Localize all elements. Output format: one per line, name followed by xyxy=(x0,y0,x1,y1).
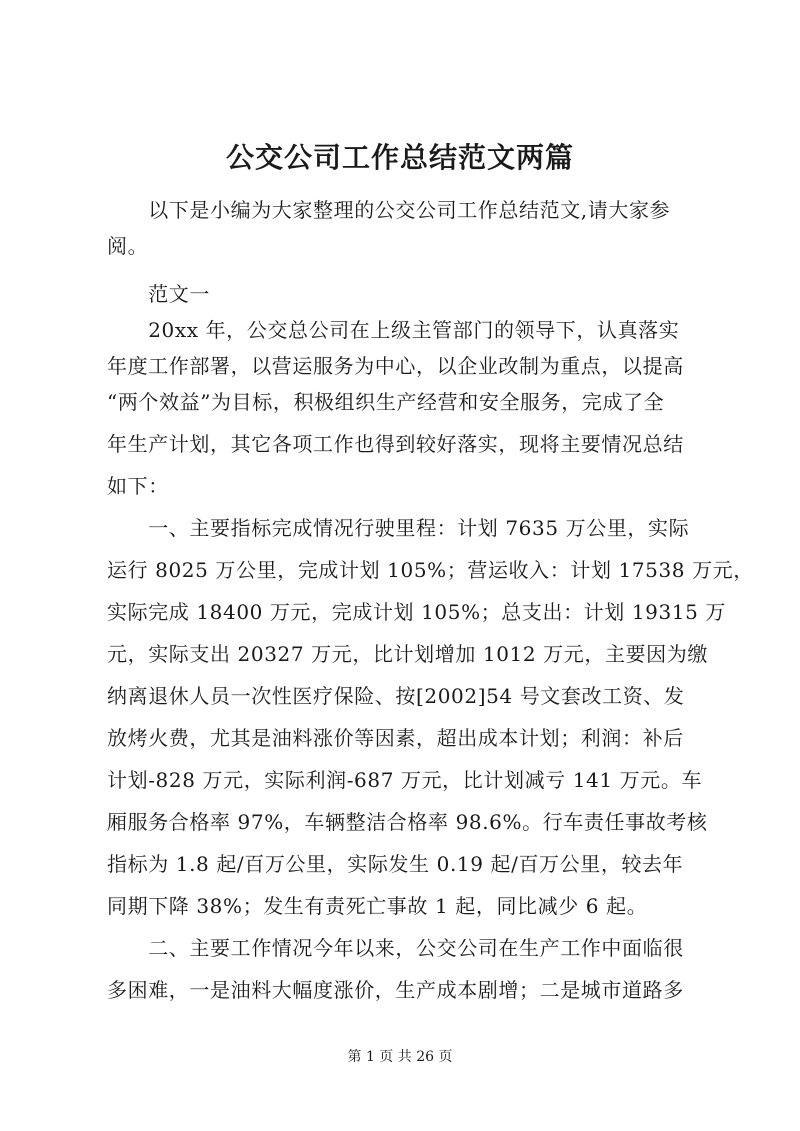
body-line: 多困难，一是油料大幅度涨价，生产成本剧增；二是城市道路多 xyxy=(107,978,684,1002)
body-line: 纳离退休人员一次性医疗保险、按[2002]54 号文套改工资、发 xyxy=(107,684,685,708)
body-line: 放烤火费，尤其是油料涨价等因素，超出成本计划；利润：补后 xyxy=(107,726,684,750)
body-line: 厢服务合格率 97%，车辆整洁合格率 98.6%。行车责任事故考核 xyxy=(107,810,708,834)
body-line: 年度工作部署，以营运服务为中心，以企业改制为重点，以提高 xyxy=(107,354,684,378)
body-line: 一、主要指标完成情况行驶里程：计划 7635 万公里，实际 xyxy=(107,516,690,540)
body-line: 指标为 1.8 起/百万公里，实际发生 0.19 起/百万公里，较去年 xyxy=(107,852,684,876)
body-line: 年生产计划，其它各项工作也得到较好落实，现将主要情况总结 xyxy=(107,432,684,456)
body-line: 以下是小编为大家整理的公交公司工作总结范文,请大家参 xyxy=(107,198,671,222)
body-line: 计划-828 万元，实际利润-687 万元，比计划减亏 141 万元。车 xyxy=(107,768,703,792)
page-number-footer: 第 1 页 共 26 页 xyxy=(347,1049,453,1065)
body-line: 实际完成 18400 万元，完成计划 105%；总支出：计划 19315 万 xyxy=(107,600,727,624)
body-line: “两个效益”为目标，积极组织生产经营和安全服务，完成了全 xyxy=(107,390,665,414)
body-line: 阅。 xyxy=(107,234,149,258)
body-line: 元，实际支出 20327 万元，比计划增加 1012 万元，主要因为缴 xyxy=(107,642,708,666)
body-line: 20xx 年，公交总公司在上级主管部门的领导下，认真落实 xyxy=(107,318,680,342)
body-line: 运行 8025 万公里，完成计划 105%；营运收入：计划 17538 万元， xyxy=(107,558,754,582)
document-title: 公交公司工作总结范文两篇 xyxy=(225,141,574,174)
body-line: 同期下降 38%；发生有责死亡事故 1 起，同比减少 6 起。 xyxy=(107,894,648,918)
section-heading: 范文一 xyxy=(107,282,210,306)
body-line: 二、主要工作情况今年以来，公交公司在生产工作中面临很 xyxy=(107,936,684,960)
body-line: 如下： xyxy=(107,474,169,498)
